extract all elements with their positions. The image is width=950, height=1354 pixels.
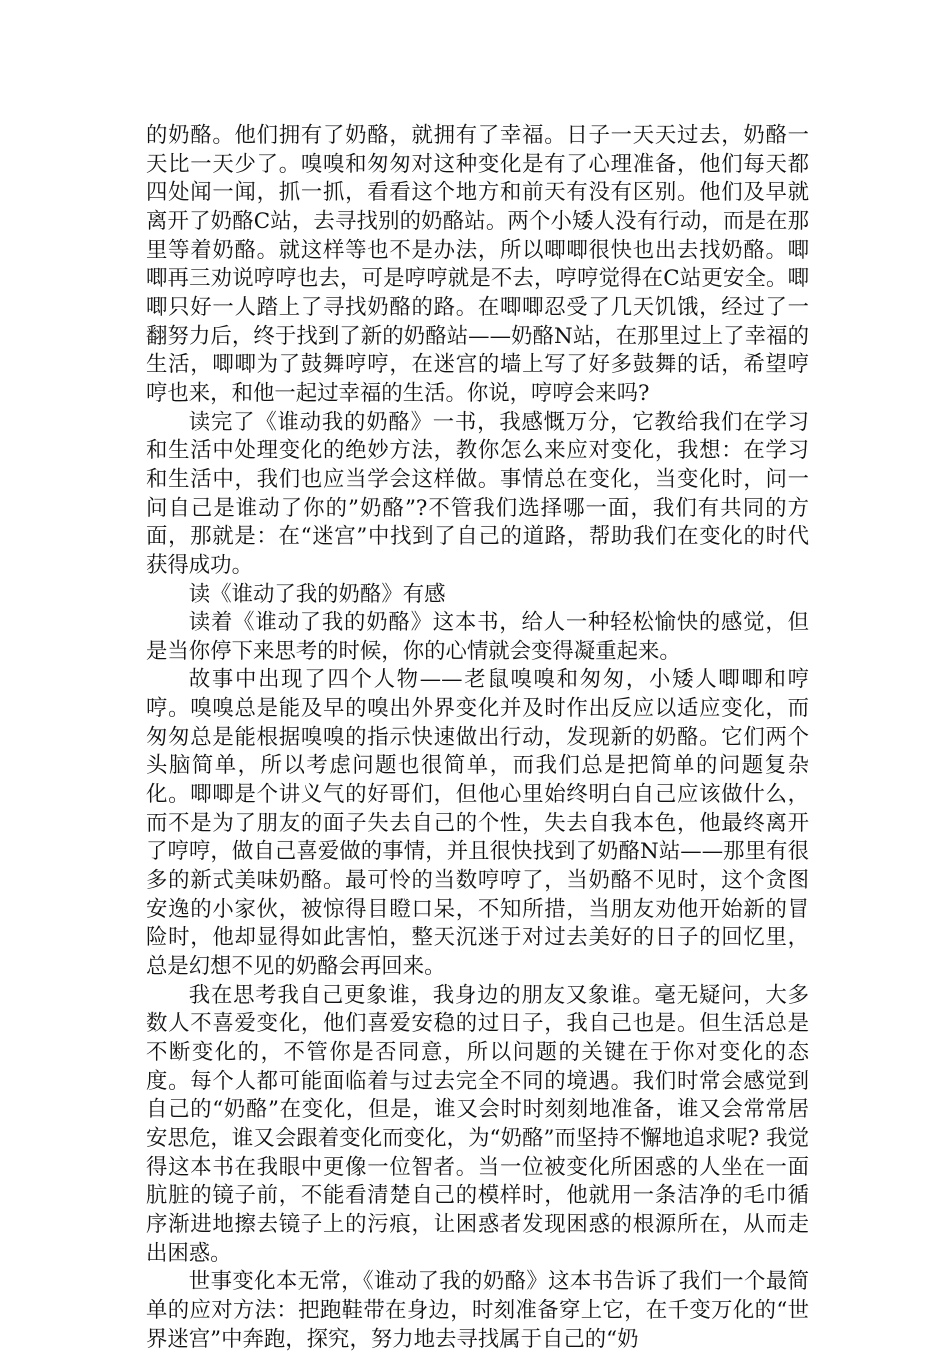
paragraph-story-continuation: 的奶酪。他们拥有了奶酪，就拥有了幸福。日子一天天过去，奶酪一天比一天少了。嗅嗅和匆匆对这种变化是有了心理准备，他们每天都四处闻一闻，抓一抓，看看这个地方和前天有没有区别。他们及早就离开了奶酪C站，去寻找别的奶酪站。两个小矮人没有行动，而是在那里等着奶酪。就这样等也不是办法，所以唧唧很快也出去找奶酪。唧唧再三劝说哼哼也去，可是哼哼就是不去，哼哼觉得在C站更安全。唧唧只好一人踏上了寻找奶酪的路。在唧唧忍受了几天饥饿，经过了一翻努力后，终于找到了新的奶酪站——奶酪N站，在那里过上了幸福的生活，唧唧为了鼓舞哼哼，在迷宫的墙上写了好多鼓舞的话，希望哼哼也来，和他一起过幸福的生活。你说，哼哼会来吗?: [146, 123, 809, 406]
paragraph-characters: 故事中出现了四个人物——老鼠嗅嗅和匆匆，小矮人唧唧和哼哼。嗅嗅总是能及早的嗅出外界变化并及时作出反应以适应变化，而匆匆总是能根据嗅嗅的指示快速做出行动，发现新的奶酪。它们两个头脑简单，所以考虑问题也很简单，而我们总是把简单的问题复杂化。唧唧是个讲义气的好哥们，但他心里始终明白自己应该做什么，而不是为了朋友的面子失去自己的个性，失去自我本色，他最终离开了哼哼，做自己喜爱做的事情，并且很快找到了奶酪N站——那里有很多的新式美味奶酪。最可怜的当数哼哼了，当奶酪不见时，这个贪图安逸的小家伙，被惊得目瞪口呆，不知所措，当朋友劝他开始新的冒险时，他却显得如此害怕，整天沉迷于对过去美好的日子的回忆里，总是幻想不见的奶酪会再回来。: [146, 667, 809, 980]
paragraph-intro: 读着《谁动了我的奶酪》这本书，给人一种轻松愉快的感觉，但是当你停下来思考的时候，你的心情就会变得凝重起来。: [146, 610, 809, 664]
document-body: [146, 122, 809, 1354]
paragraph-reflection: 读完了《谁动我的奶酪》一书，我感慨万分，它教给我们在学习和生活中处理变化的绝妙方法，教你怎么来应对变化，我想：在学习和生活中，我们也应当学会这样做。事情总在变化，当变化时，问一问自己是谁动了你的”奶酪”?不管我们选择哪一面，我们有共同的方面，那就是：在“迷宫”中找到了自己的道路，帮助我们在变化的时代获得成功。: [146, 409, 809, 578]
section-title: 读《谁动了我的奶酪》有感: [188, 581, 446, 607]
paragraph-self-reflection: 我在思考我自己更象谁，我身边的朋友又象谁。毫无疑问，大多数人不喜爱变化，他们喜爱安稳的过日子，我自己也是。但生活总是不断变化的，不管你是否同意，所以问题的关键在于你对变化的态度。每个人都可能面临着与过去完全不同的境遇。我们时常会感觉到自己的“奶酪”在变化，但是，谁又会时时刻刻地准备，谁又会常常居安思危，谁又会跟着变化而变化，为“奶酪”而坚持不懈地追求呢? 我觉得这本书在我眼中更像一位智者。当一位被变化所困惑的人坐在一面肮脏的镜子前，不能看清楚自己的模样时，他就用一条洁净的毛巾循序渐进地擦去镜子上的污痕，让困惑者发现困惑的根源所在，从而走出困惑。: [146, 982, 809, 1266]
paragraph-conclusion: 世事变化本无常，《谁动了我的奶酪》这本书告诉了我们一个最简单的应对方法：把跑鞋带在身边，时刻准备穿上它，在千变万化的“世界迷宫”中奔跑，探究，努力地去寻找属于自己的“奶: [146, 1269, 809, 1352]
